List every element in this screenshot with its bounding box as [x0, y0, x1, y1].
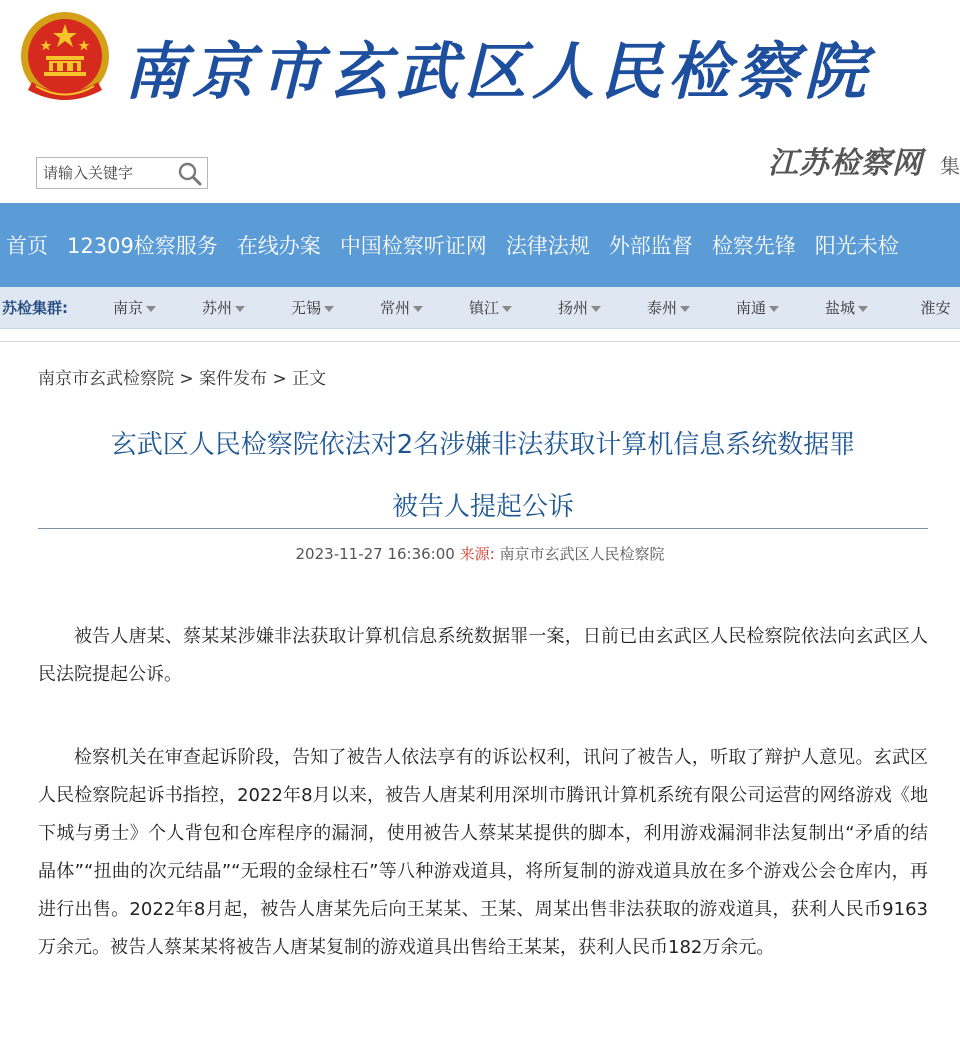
article-title-line2: 被告人提起公诉	[391, 492, 574, 522]
nav-item-external-supervision[interactable]: 外部监督	[608, 234, 693, 258]
article-title-line1: 玄武区人民检察院依法对2名涉嫌非法获取计算机信息系统数据罪	[110, 430, 856, 460]
nav-item-juvenile[interactable]: 阳光未检	[814, 234, 899, 258]
search-box	[36, 157, 208, 189]
chevron-down-icon	[502, 306, 512, 312]
article-paragraph: 检察机关在审查起诉阶段，告知了被告人依法享有的诉讼权利，讯问了被告人，听取了辩护人意见。玄武区人民检察院起诉书指控，2022年8月以来，被告人唐某利用深圳市腾讯计算机系统有限公司运营的网络游戏《地下城与勇士》个人背包和仓库程序的漏洞，使用被告人蔡某某提供的脚本，利用游戏漏洞非法复制出“矛盾的结晶体”“扭曲的次元结晶”“无瑕的金绿柱石”等八种游戏道具，将所复制的游戏道具放在多个游戏公会仓库内，再进行出售。2022年8月起，被告人唐某先后向王某某、王某、周某出售非法获取的游戏道具，获利人民币9163万余元。被告人蔡某某将被告人唐某复制的游戏道具出售给王某某，获利人民币182万余元。	[38, 747, 928, 958]
city-dropdown-taizhou[interactable]: 泰州	[624, 297, 713, 318]
source-name: 南京市玄武区人民检察院	[499, 545, 665, 563]
breadcrumb-separator: >	[267, 369, 293, 389]
city-dropdown-wuxi[interactable]: 无锡	[268, 297, 357, 318]
chevron-down-icon	[146, 306, 156, 312]
chevron-down-icon	[413, 306, 423, 312]
chevron-down-icon	[680, 306, 690, 312]
publish-datetime: 2023-11-27 16:36:00	[295, 545, 455, 563]
breadcrumb-current: 正文	[292, 369, 327, 389]
chevron-down-icon	[769, 306, 779, 312]
city-cluster-nav	[0, 287, 960, 329]
city-dropdown-suzhou[interactable]: 苏州	[179, 297, 268, 318]
chevron-down-icon	[235, 306, 245, 312]
chevron-down-icon	[591, 306, 601, 312]
source-label: 来源:	[459, 545, 495, 563]
nav-item-pioneers[interactable]: 检察先锋	[711, 234, 796, 258]
breadcrumb-separator: >	[174, 369, 200, 389]
national-emblem-icon	[18, 10, 112, 110]
title-divider	[38, 528, 928, 529]
search-icon[interactable]	[177, 161, 203, 187]
article-title	[38, 414, 928, 538]
site-header	[0, 0, 960, 200]
city-dropdown-nanjing[interactable]: 南京	[90, 297, 179, 318]
nav-item-12309[interactable]: 12309检察服务	[67, 234, 218, 258]
city-dropdown-huaian[interactable]: 淮安	[920, 299, 951, 317]
site-title: 南京市玄武区人民检察院	[124, 35, 873, 108]
city-dropdown-nantong[interactable]: 南通	[713, 297, 802, 318]
city-dropdown-yangzhou[interactable]: 扬州	[535, 297, 624, 318]
breadcrumb-section-link[interactable]: 案件发布	[199, 369, 268, 389]
nav-item-laws[interactable]: 法律法规	[505, 234, 590, 258]
chevron-down-icon	[324, 306, 334, 312]
city-dropdown-zhenjiang[interactable]: 镇江	[446, 297, 535, 318]
chevron-down-icon	[858, 306, 868, 312]
partner-site-link-suffix[interactable]: 集	[940, 154, 960, 178]
main-nav	[0, 203, 960, 287]
city-dropdown-yancheng[interactable]: 盐城	[802, 297, 891, 318]
article-paragraph: 被告人唐某、蔡某某涉嫌非法获取计算机信息系统数据罪一案，日前已由玄武区人民检察院依法向玄武区人民法院提起公诉。	[38, 626, 928, 685]
article-meta	[0, 543, 960, 564]
search-input[interactable]	[37, 158, 179, 188]
city-dropdown-changzhou[interactable]: 常州	[357, 297, 446, 318]
partner-site-link[interactable]: 江苏检察网	[768, 146, 923, 181]
breadcrumb	[38, 364, 326, 389]
nav-item-hearing-network[interactable]: 中国检察听证网	[339, 234, 487, 258]
breadcrumb-home-link[interactable]: 南京市玄武检察院	[38, 369, 174, 389]
city-cluster-label: 苏检集群:	[2, 299, 68, 317]
nav-item-online-case[interactable]: 在线办案	[236, 234, 321, 258]
nav-item-home[interactable]: 首页	[6, 234, 48, 258]
article-panel	[0, 341, 960, 1057]
